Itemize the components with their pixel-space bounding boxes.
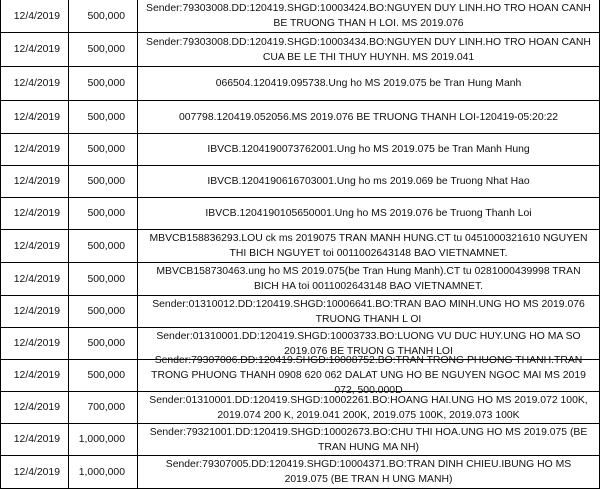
date-cell: 12/4/2019	[0, 166, 68, 197]
date-cell: 12/4/2019	[0, 424, 68, 455]
description-cell: MBVCB158730463.ung ho MS 2019.075(be Tran Hung Manh).CT tu 0281000439998 TRAN BICH HA toi 0011002643148 BAO VIETNAMNET.	[137, 263, 600, 295]
amount-cell: 500,000	[68, 328, 137, 359]
table-row	[0, 166, 600, 198]
description-cell: Sender:01310001.DD:120419.SHGD:10003733.BO:LUONG VU DUC HUY.UNG HO MA SO 2019.076 BE TRUON G THANH LOI	[137, 328, 600, 359]
amount-cell: 500,000	[68, 166, 137, 197]
description-cell: 066504.120419.095738.Ung ho MS 2019.075 be Tran Hung Manh	[137, 67, 600, 100]
description-cell: Sender:01310012.DD:120419.SHGD:10006641.BO:TRAN BAO MINH.UNG HO MS 2019.076 TRUONG THANH L OI	[137, 296, 600, 327]
date-cell: 12/4/2019	[0, 67, 68, 100]
amount-cell: 500,000	[68, 0, 137, 32]
amount-cell: 500,000	[68, 263, 137, 295]
date-cell: 12/4/2019	[0, 0, 68, 32]
amount-cell: 500,000	[68, 360, 137, 391]
amount-cell: 500,000	[68, 230, 137, 262]
amount-cell: 700,000	[68, 392, 137, 423]
amount-cell: 500,000	[68, 134, 137, 165]
table-row	[0, 0, 600, 33]
date-cell: 12/4/2019	[0, 328, 68, 359]
table-row	[0, 198, 600, 230]
date-cell: 12/4/2019	[0, 296, 68, 327]
amount-cell: 1,000,000	[68, 456, 137, 488]
description-cell: Sender:79303008.DD:120419.SHGD:10003434.BO:NGUYEN DUY LINH.HO TRO HOAN CANH CUA BE LE THI THUY HUYNH. MS 2019.041	[137, 33, 600, 66]
amount-cell: 1,000,000	[68, 424, 137, 455]
date-cell: 12/4/2019	[0, 392, 68, 423]
table-row	[0, 67, 600, 101]
date-cell: 12/4/2019	[0, 263, 68, 295]
description-cell: IBVCB.1204190073762001.Ung ho MS 2019.075 be Tran Manh Hung	[137, 134, 600, 165]
description-cell: 007798.120419.052056.MS 2019.076 BE TRUONG THANH LOI-120419-05:20:22	[137, 101, 600, 133]
description-cell: MBVCB158836293.LOU ck ms 2019075 TRAN MANH HUNG.CT tu 0451000321610 NGUYEN THI BICH NGUYET toi 0011002643148 BAO VIETNAMNET.	[137, 230, 600, 262]
table-row	[0, 392, 600, 424]
table-row	[0, 101, 600, 134]
table-row	[0, 230, 600, 263]
date-cell: 12/4/2019	[0, 360, 68, 391]
description-cell: Sender:79307005.DD:120419.SHGD:10004371.BO:TRAN DINH CHIEU.IBUNG HO MS 2019.075 (BE TRAN H UNG MANH)	[137, 456, 600, 488]
description-cell: Sender:01310001.DD:120419.SHGD:10002261.BO:HOANG HAI.UNG HO MS 2019.072 100K, 2019.074 200 K, 2019.041 200K, 2019.075 100K, 2019.073 100K	[137, 392, 600, 423]
date-cell: 12/4/2019	[0, 134, 68, 165]
table-row	[0, 263, 600, 296]
amount-cell: 500,000	[68, 101, 137, 133]
description-cell: Sender:79307006.DD:120419.SHGD:10008752.BO:TRAN TRONG PHUONG THANH.TRAN TRONG PHUONG THANH 0908 620 062 DALAT UNG HO BE NGUYEN NGOC MAI MS 2019 072, 500.000D	[137, 360, 600, 391]
date-cell: 12/4/2019	[0, 198, 68, 229]
amount-cell: 500,000	[68, 296, 137, 327]
table-row	[0, 424, 600, 456]
table-row	[0, 33, 600, 67]
description-cell: IBVCB.1204190616703001.Ung ho ms 2019.069 be Truong Nhat Hao	[137, 166, 600, 197]
amount-cell: 500,000	[68, 198, 137, 229]
amount-cell: 500,000	[68, 67, 137, 100]
date-cell: 12/4/2019	[0, 101, 68, 133]
description-cell: IBVCB.1204190105650001.Ung ho MS 2019.076 be Truong Thanh Loi	[137, 198, 600, 229]
date-cell: 12/4/2019	[0, 33, 68, 66]
table-row	[0, 456, 600, 489]
description-cell: Sender:79303008.DD:120419.SHGD:10003424.BO:NGUYEN DUY LINH.HO TRO HOAN CANH BE TRUONG THAN H LOI. MS 2019.076	[137, 0, 600, 32]
table-row	[0, 296, 600, 328]
amount-cell: 500,000	[68, 33, 137, 66]
date-cell: 12/4/2019	[0, 456, 68, 488]
description-cell: Sender:79321001.DD:120419.SHGD:10002673.BO:CHU THI HOA.UNG HO MS 2019.075 (BE TRAN HUNG MA NH)	[137, 424, 600, 455]
table-row	[0, 355, 600, 396]
date-cell: 12/4/2019	[0, 230, 68, 262]
table-row	[0, 134, 600, 166]
